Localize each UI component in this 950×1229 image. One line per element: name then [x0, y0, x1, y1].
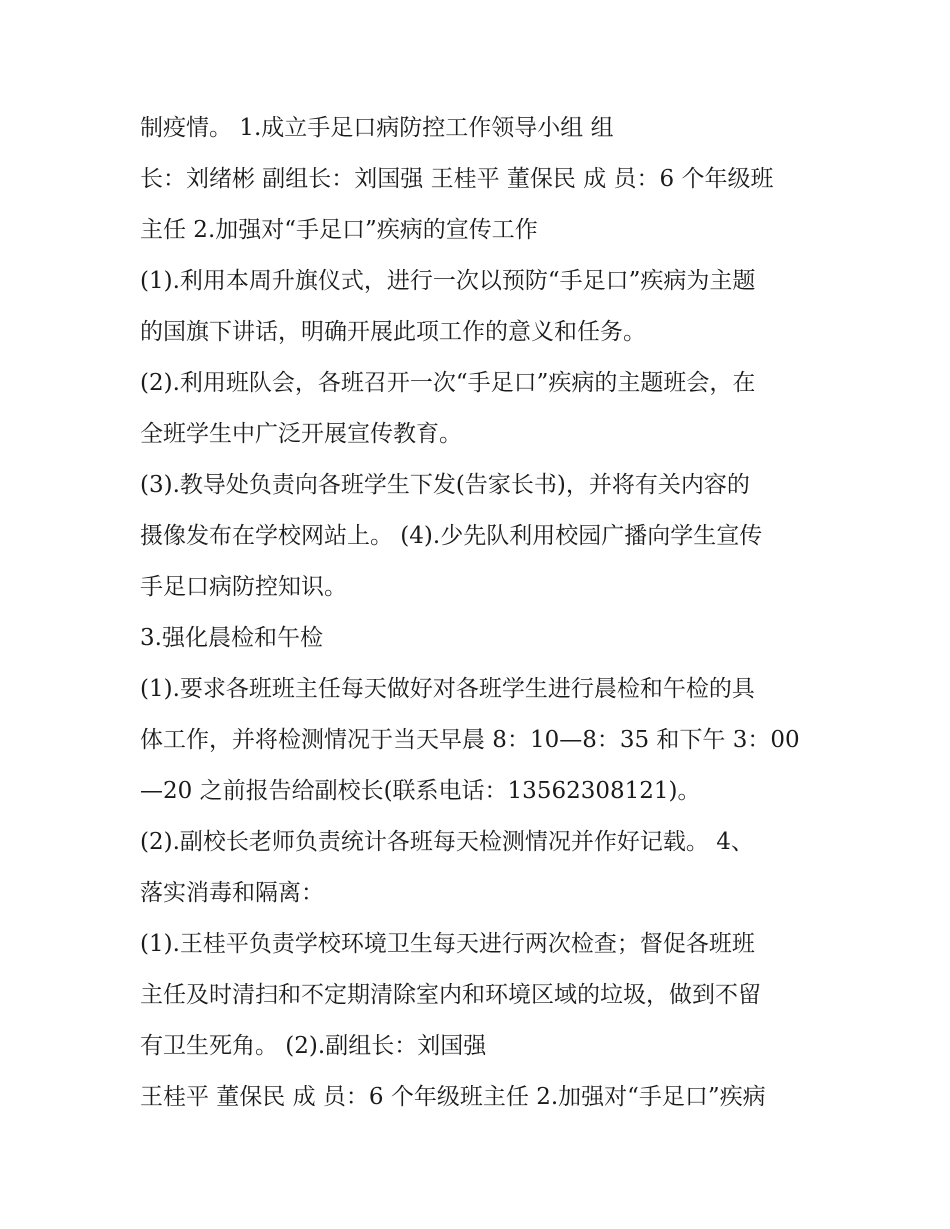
- text-line: 有卫生死角。 (2).副组长：刘国强: [140, 1033, 487, 1059]
- text-line: 王桂平 董保民 成 员：6 个年级班主任 2.加强对“手足口”疾病: [140, 1084, 766, 1110]
- text-line: 主任 2.加强对“手足口”疾病的宣传工作: [140, 217, 538, 243]
- text-line: 主任及时清扫和不定期清除室内和环境区域的垃圾，做到不留: [140, 982, 761, 1008]
- text-line: (1).王桂平负责学校环境卫生每天进行两次检查；督促各班班: [140, 931, 755, 957]
- text-line: 手足口病防控知识。: [140, 574, 347, 600]
- text-line: (2).利用班队会，各班召开一次“手足口”疾病的主题班会，在: [140, 370, 756, 396]
- text-line: —20 之前报告给副校长(联系电话：13562308121)。: [140, 778, 701, 804]
- text-line: 全班学生中广泛开展宣传教育。: [140, 421, 462, 447]
- text-line: (1).利用本周升旗仪式，进行一次以预防“手足口”疾病为主题: [140, 268, 756, 294]
- text-line: 制疫情。 1.成立手足口病防控工作领导小组 组: [140, 115, 614, 141]
- text-line: (2).副校长老师负责统计各班每天检测情况并作好记载。 4、: [140, 829, 754, 855]
- text-line: 体工作，并将检测情况于当天早晨 8：10—8：35 和下午 3：00: [140, 727, 800, 753]
- section-heading: 3.强化晨检和午检: [140, 625, 323, 651]
- text-line: 落实消毒和隔离：: [140, 880, 324, 906]
- text-line: 的国旗下讲话，明确开展此项工作的意义和任务。: [140, 319, 646, 345]
- text-line: (1).要求各班班主任每天做好对各班学生进行晨检和午检的具: [140, 676, 755, 702]
- text-line: (3).教导处负责向各班学生下发(告家长书)，并将有关内容的: [140, 472, 750, 498]
- text-line: 摄像发布在学校网站上。 (4).少先队利用校园广播向学生宣传: [140, 523, 763, 549]
- text-line: 长：刘绪彬 副组长：刘国强 王桂平 董保民 成 员：6 个年级班: [140, 166, 774, 192]
